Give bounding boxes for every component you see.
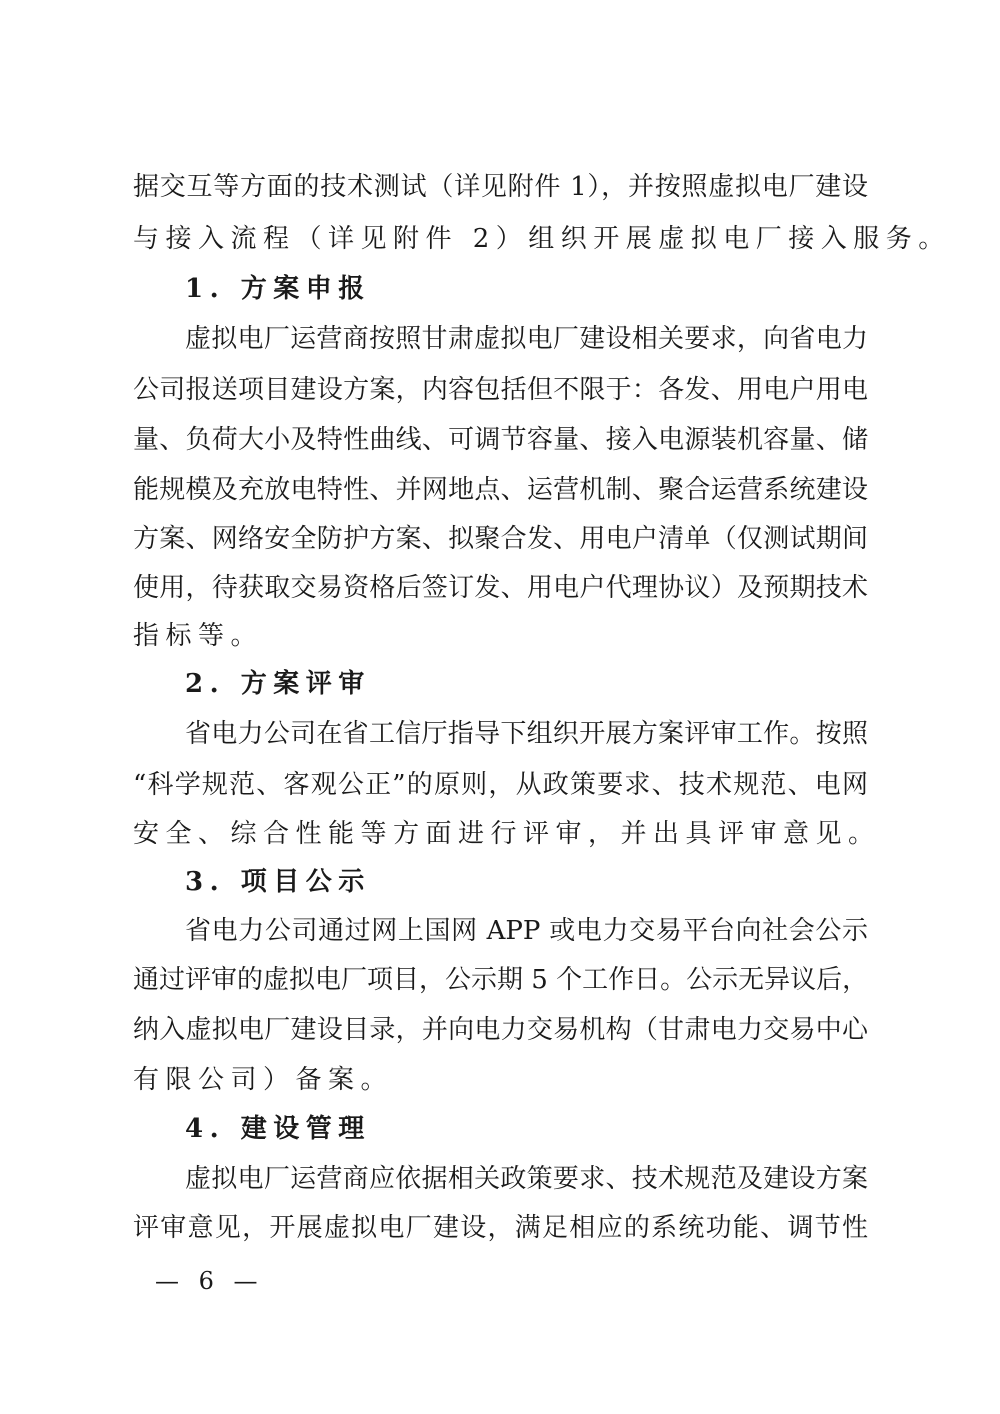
section-2-line: 安全、综合性能等方面进行评审，并出具评审意见。 xyxy=(133,819,881,849)
section-2-line: 省电力公司在省工信厅指导下组织开展方案评审工作。按照 xyxy=(185,719,868,749)
intro-line-1: 据交互等方面的技术测试（详见附件 1），并按照虚拟电厂建设 xyxy=(133,172,868,202)
section-3-line: 通过评审的虚拟电厂项目，公示期 5 个工作日。公示无异议后， xyxy=(133,965,869,995)
section-1-line: 指标等。 xyxy=(133,621,264,651)
section-3-line: 省电力公司通过网上国网 APP 或电力交易平台向社会公示 xyxy=(185,916,868,946)
section-3-line: 有限公司）备案。 xyxy=(133,1065,394,1095)
section-1-line: 能规模及充放电特性、并网地点、运营机制、聚合运营系统建设 xyxy=(133,475,868,505)
section-1-line: 虚拟电厂运营商按照甘肃虚拟电厂建设相关要求，向省电力 xyxy=(185,324,868,354)
section-2-heading: 2. 方案评审 xyxy=(185,669,371,699)
section-4-heading: 4. 建设管理 xyxy=(185,1114,371,1144)
intro-line-2: 与接入流程（详见附件 2）组织开展虚拟电厂接入服务。 xyxy=(133,224,951,254)
section-1-line: 量、负荷大小及特性曲线、可调节容量、接入电源装机容量、储 xyxy=(133,425,868,455)
section-4-line: 评审意见，开展虚拟电厂建设，满足相应的系统功能、调节性 xyxy=(133,1213,868,1243)
section-1-heading: 1. 方案申报 xyxy=(185,274,371,304)
section-1-line: 使用，待获取交易资格后签订发、用电户代理协议）及预期技术 xyxy=(133,573,868,603)
section-3-line: 纳入虚拟电厂建设目录，并向电力交易机构（甘肃电力交易中心 xyxy=(133,1015,868,1045)
section-4-line: 虚拟电厂运营商应依据相关政策要求、技术规范及建设方案 xyxy=(185,1164,868,1194)
section-2-line: “科学规范、客观公正”的原则，从政策要求、技术规范、电网 xyxy=(133,770,868,800)
section-1-line: 公司报送项目建设方案，内容包括但不限于：各发、用电户用电 xyxy=(133,375,868,405)
page-number: — 6 — xyxy=(155,1267,264,1295)
section-1-line: 方案、网络安全防护方案、拟聚合发、用电户清单（仅测试期间 xyxy=(133,524,868,554)
section-3-heading: 3. 项目公示 xyxy=(185,867,371,897)
